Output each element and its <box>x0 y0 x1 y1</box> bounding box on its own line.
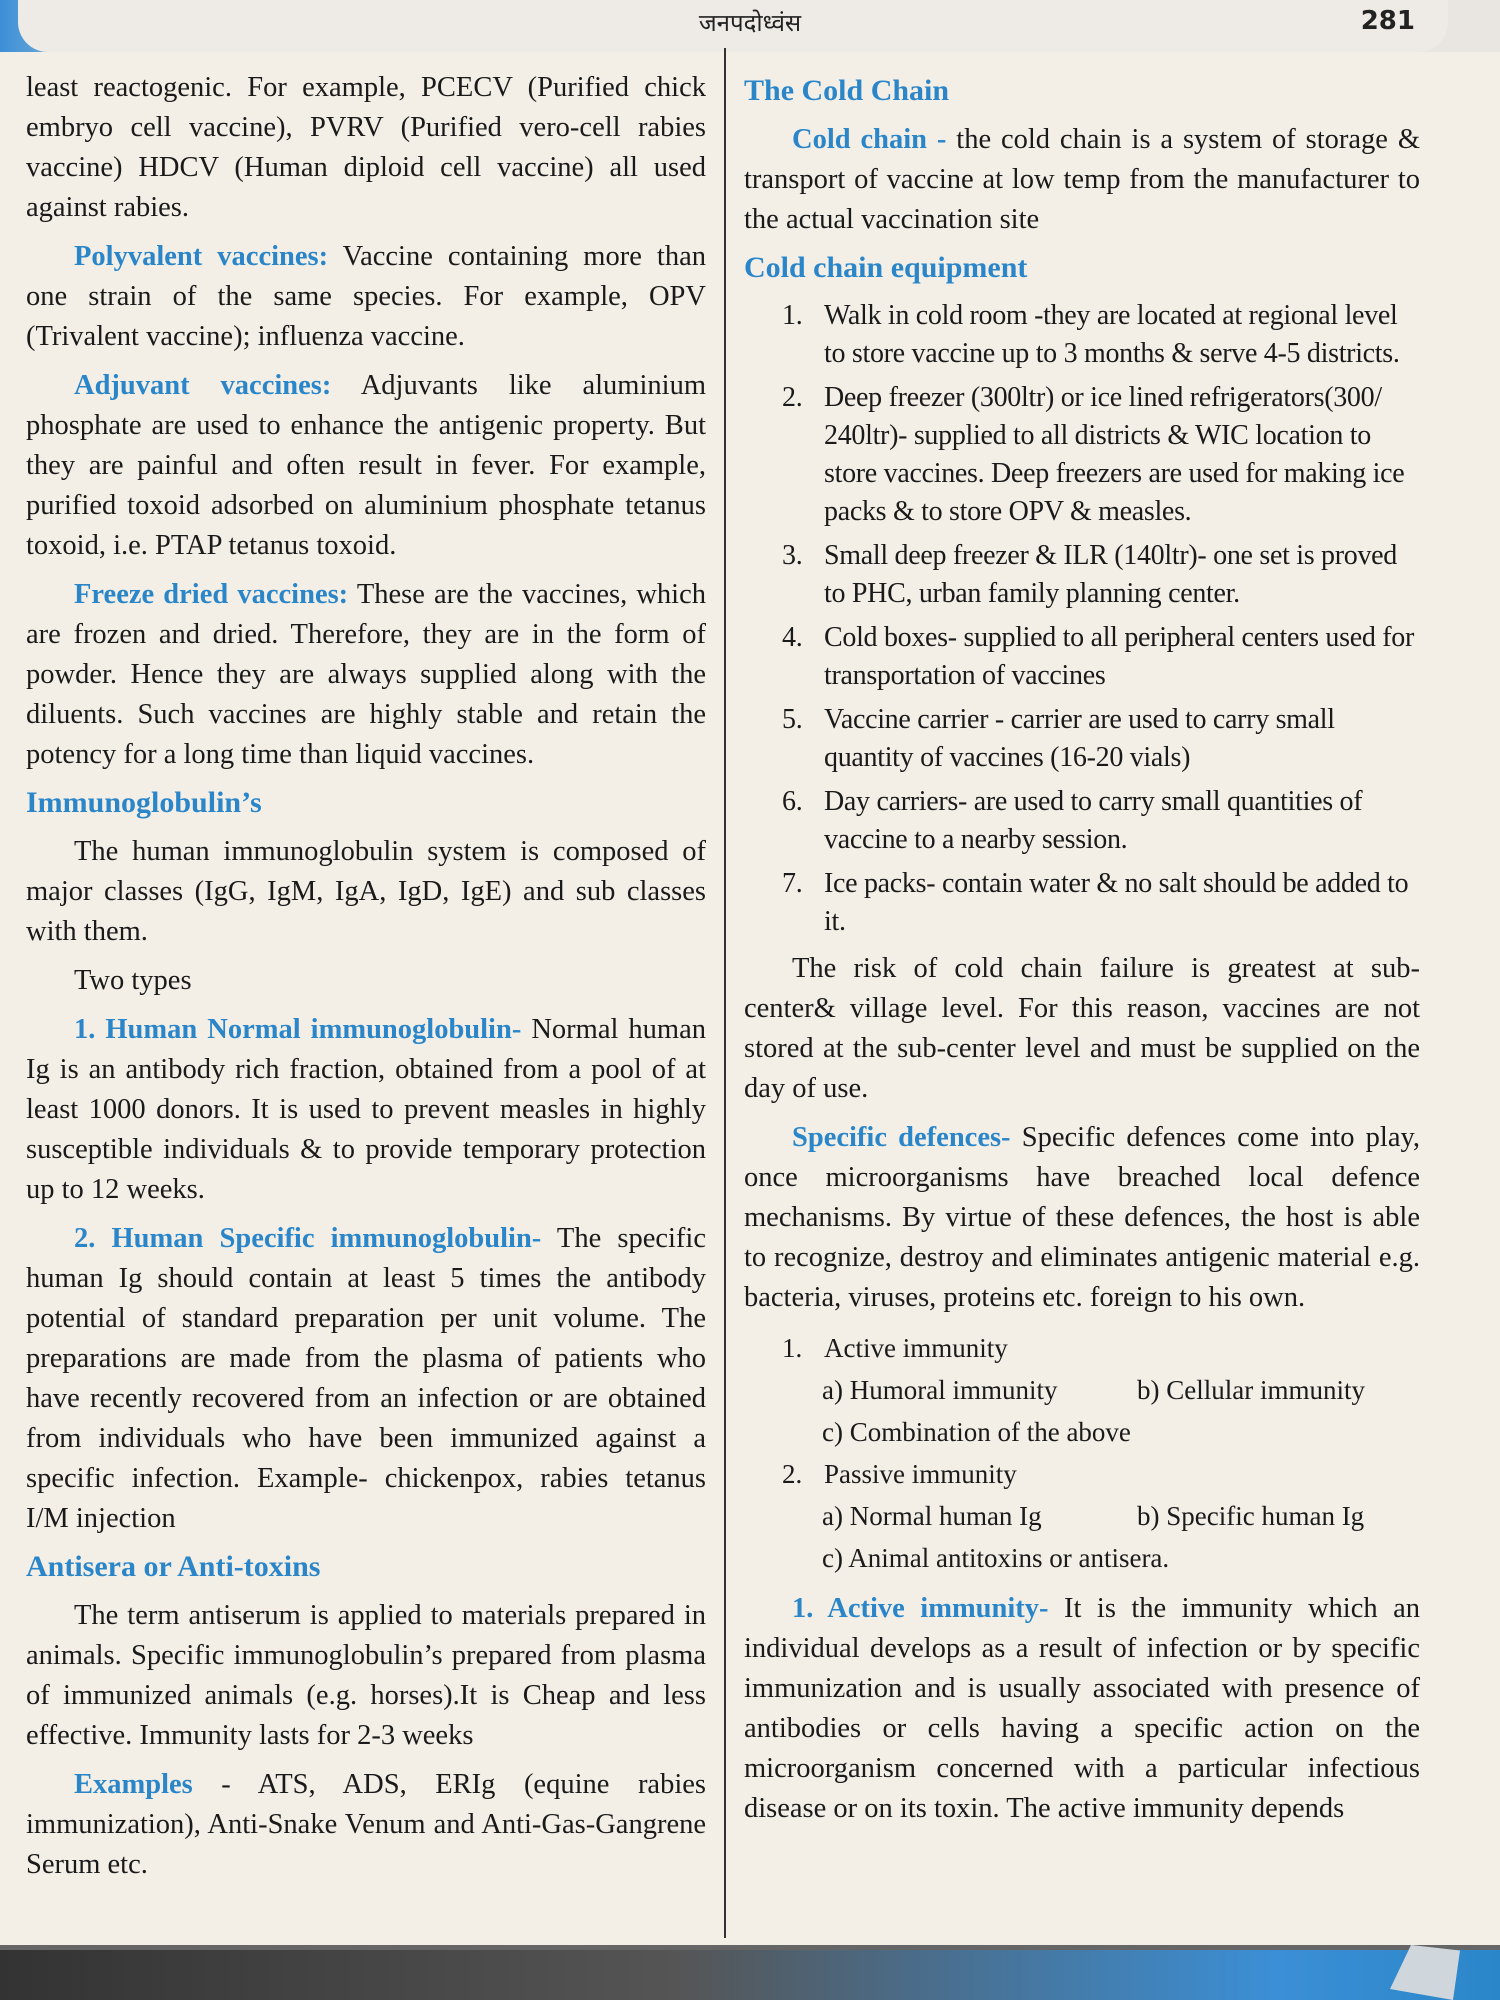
examples-text: - ATS, ADS, ERIg (equine rabies immunization), Anti-Snake Venum and Anti-Gas-Gangrene Serum etc. <box>26 1769 706 1880</box>
paragraph-cold-chain <box>744 120 1420 240</box>
active-immunity-text: It is the immunity which an individual develops as a result of infection or by specific immunization and is usually associated with presence of antibodies or cells having a specific action on the microorganism concerned with a particular infectious disease or on its toxin. The active immunity depends <box>744 1593 1420 1824</box>
paragraph-active-immunity <box>744 1589 1420 1829</box>
list-number: 1. <box>782 1333 803 1363</box>
adjuvant-text: Adjuvants like aluminium phosphate are used to enhance the antigenic property. But they are painful and often result in fever. For example, purified toxoid adsorbed on aluminium phosphate tetanus toxoid, i.e. PTAP tetanus toxoid. <box>26 370 706 561</box>
immunity-subtype: b) Cellular immunity <box>1137 1375 1365 1405</box>
term-adjuvant: Adjuvant vaccines: <box>74 370 332 401</box>
polyvalent-text: Vaccine containing more than one strain of the same species. For example, OPV (Trivalent vaccine); influenza vaccine. <box>26 241 706 352</box>
term-polyvalent: Polyvalent vaccines: <box>74 241 329 272</box>
list-item-text: Cold boxes- supplied to all peripheral centers used for transportation of vaccines <box>824 622 1414 691</box>
list-item <box>744 783 1420 859</box>
immunity-types-list <box>744 1327 1420 1579</box>
human-normal-ig-text: Normal human Ig is an antibody rich fraction, obtained from a pool of at least 1000 donors. It is used to prevent measles in highly susceptible individuals & to provide temporary protection up to 12 weeks. <box>26 1014 706 1205</box>
list-number: 4. <box>782 622 803 653</box>
list-item-text: Day carriers- are used to carry small quantities of vaccine to a nearby session. <box>824 786 1363 855</box>
list-item <box>744 701 1420 777</box>
cold-chain-text: the cold chain is a system of storage & transport of vaccine at low temp from the manufacturer to the actual vaccination site <box>744 124 1420 235</box>
term-freeze-dried: Freeze dried vaccines: <box>74 579 349 610</box>
term-human-normal-ig: 1. Human Normal immunoglobulin- <box>74 1014 522 1045</box>
human-specific-ig-text: The specific human Ig should contain at least 5 times the antibody potential of standard preparation per unit volume. The preparations are made from the plasma of patients who have recently recovered from an infection or are obtained from individuals who have been immunized against a specific infection. Example- chickenpox, rabies tetanus I/M injection <box>26 1223 706 1534</box>
list-number: 3. <box>782 540 803 571</box>
immunity-type-passive <box>744 1453 1420 1495</box>
term-active-immunity: 1. Active immunity- <box>792 1593 1049 1624</box>
footer-band <box>0 1950 1500 2000</box>
list-item-text: Walk in cold room -they are located at regional level to store vaccine up to 3 months & serve 4-5 districts. <box>824 300 1400 369</box>
list-item <box>744 537 1420 613</box>
paragraph-antisera: The term antiserum is applied to materials prepared in animals. Specific immunoglobulin’s prepared from plasma of immunized animals (e.g. horses).It is Cheap and less effective. Immunity lasts for 2-3 weeks <box>26 1600 706 1751</box>
paragraph-polyvalent <box>26 237 706 357</box>
column-divider <box>724 48 726 1938</box>
freeze-dried-text: These are the vaccines, which are frozen and dried. Therefore, they are in the form of powder. Hence they are always supplied along with the diluents. Such vaccines are highly stable and retain the potency for a long time than liquid vaccines. <box>26 579 706 770</box>
paragraph-adjuvant <box>26 366 706 566</box>
list-item-text: Small deep freezer & ILR (140ltr)- one set is proved to PHC, urban family planning center. <box>824 540 1397 609</box>
immunity-subtypes-row <box>744 1369 1420 1411</box>
list-item-text: Ice packs- contain water & no salt should be added to it. <box>824 868 1409 937</box>
list-number: 2. <box>782 382 803 413</box>
paragraph-human-normal-ig <box>26 1010 706 1210</box>
paragraph-immunoglobulin-system: The human immunoglobulin system is composed of major classes (IgG, IgM, IgA, IgD, IgE) and sub classes with them. <box>26 836 706 947</box>
list-number: 7. <box>782 868 803 899</box>
immunity-type-label: Passive immunity <box>824 1459 1017 1489</box>
immunity-subtypes-row <box>744 1411 1420 1453</box>
list-item <box>744 379 1420 531</box>
right-column <box>744 68 1420 1838</box>
term-specific-defences: Specific defences- <box>792 1122 1011 1153</box>
immunity-subtypes-row <box>744 1537 1420 1579</box>
list-item <box>744 297 1420 373</box>
list-number: 1. <box>782 300 803 331</box>
heading-immunoglobulins: Immunoglobulin’s <box>26 786 262 819</box>
page-number: 281 <box>1360 6 1415 36</box>
immunity-subtypes-row <box>744 1495 1420 1537</box>
heading-cold-chain-equipment: Cold chain equipment <box>744 251 1028 284</box>
term-examples: Examples <box>74 1769 193 1800</box>
immunity-subtype: a) Normal human Ig <box>822 1501 1042 1531</box>
immunity-subtype: c) Animal antitoxins or antisera. <box>822 1543 1170 1573</box>
list-number: 6. <box>782 786 803 817</box>
heading-cold-chain: The Cold Chain <box>744 74 950 107</box>
immunity-type-label: Active immunity <box>824 1333 1008 1363</box>
paragraph-human-specific-ig <box>26 1219 706 1539</box>
left-column <box>26 68 706 1894</box>
paragraph-rabies-vaccines: least reactogenic. For example, PCECV (Purified chick embryo cell vaccine), PVRV (Purified vero-cell rabies vaccine) HDCV (Human diploid cell vaccine) all used against rabies. <box>26 72 706 223</box>
immunity-subtype: c) Combination of the above <box>822 1417 1131 1447</box>
paragraph-examples <box>26 1765 706 1885</box>
immunity-subtype: a) Humoral immunity <box>822 1375 1058 1405</box>
list-number: 5. <box>782 704 803 735</box>
term-human-specific-ig: 2. Human Specific immunoglobulin- <box>74 1223 542 1254</box>
immunity-type-active <box>744 1327 1420 1369</box>
paragraph-two-types: Two types <box>74 965 192 996</box>
list-item-text: Deep freezer (300ltr) or ice lined refrigerators(300/ 240ltr)- supplied to all districts & WIC location to store vaccines. Deep freezers are used for making ice packs & to store OPV & measles. <box>824 382 1405 527</box>
paragraph-specific-defences <box>744 1118 1420 1318</box>
list-item <box>744 865 1420 941</box>
specific-defences-text: Specific defences come into play, once microorganisms have breached local defence mechanisms. By virtue of these defences, the host is able to recognize, destroy and eliminates antigenic material e.g. bacteria, viruses, proteins etc. foreign to his own. <box>744 1122 1420 1313</box>
heading-antisera: Antisera or Anti-toxins <box>26 1550 321 1583</box>
list-item <box>744 619 1420 695</box>
term-cold-chain: Cold chain - <box>792 124 947 155</box>
paragraph-freeze-dried <box>26 575 706 775</box>
list-number: 2. <box>782 1459 803 1489</box>
list-item-text: Vaccine carrier - carrier are used to carry small quantity of vaccines (16-20 vials) <box>824 704 1335 773</box>
running-header-title: जनपदोध्वंस <box>698 9 802 37</box>
immunity-subtype: b) Specific human Ig <box>1137 1501 1365 1531</box>
paragraph-cold-chain-risk: The risk of cold chain failure is greatest at sub-center& village level. For this reason, vaccines are not stored at the sub-center level and must be supplied on the day of use. <box>744 953 1420 1104</box>
equipment-list <box>744 297 1420 941</box>
